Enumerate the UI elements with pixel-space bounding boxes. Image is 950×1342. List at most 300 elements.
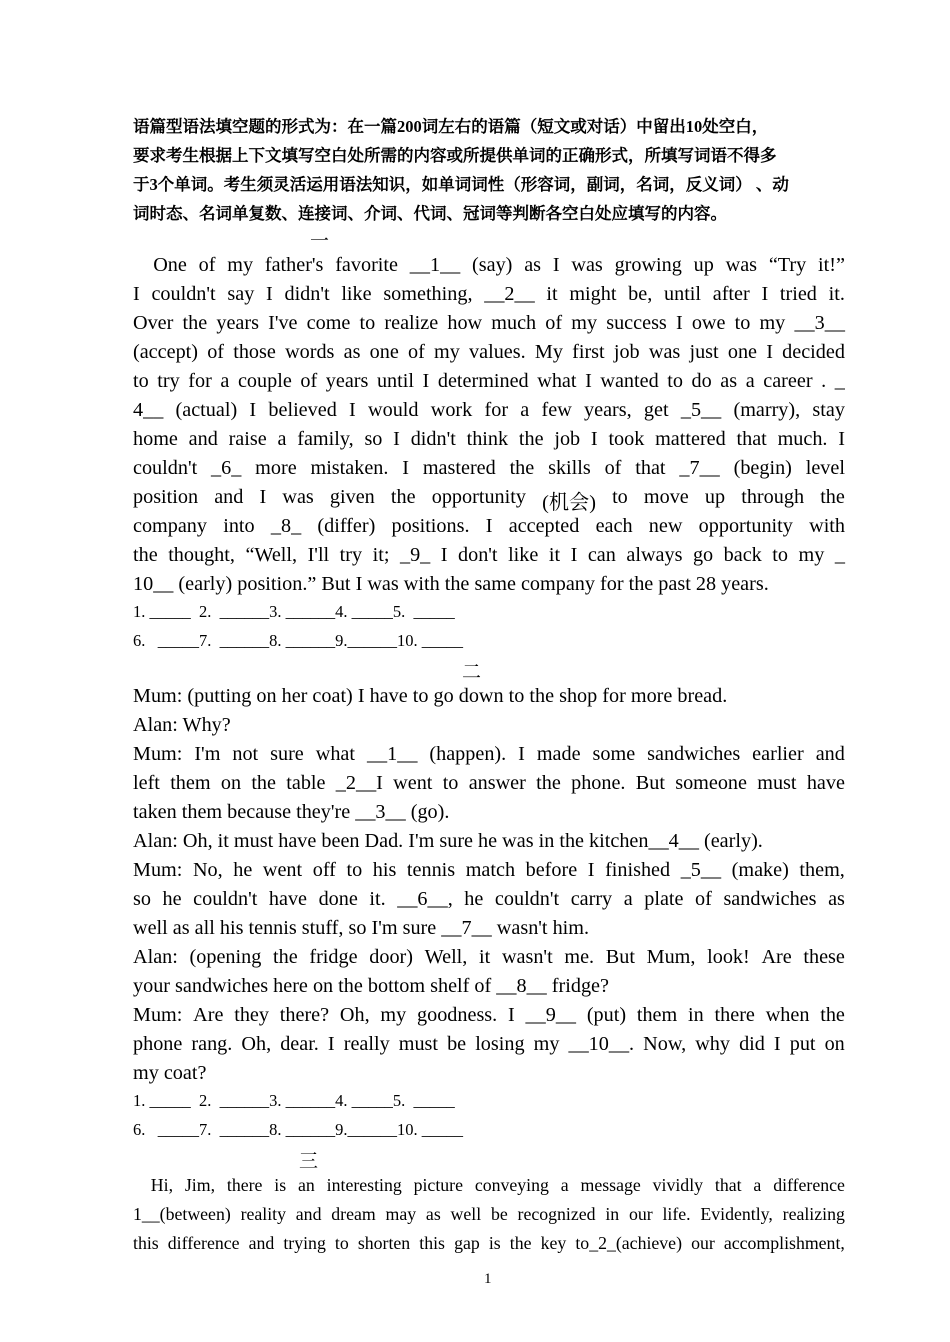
word: put xyxy=(789,1033,816,1055)
word: until xyxy=(376,370,414,392)
word: __3__ xyxy=(794,312,845,334)
answer-line: 1. _____ 2. ______3. ______4. _____5. _____ xyxy=(133,602,455,621)
word: went xyxy=(393,772,433,794)
word: after xyxy=(712,283,750,305)
word: what xyxy=(315,743,355,765)
word: I'm xyxy=(194,743,221,765)
answer-line: 6. _____7. ______8. ______9.______10. _____ xyxy=(133,631,463,650)
word: and xyxy=(214,486,244,508)
word: the xyxy=(509,1233,532,1253)
word: my xyxy=(380,1004,407,1026)
word: like xyxy=(341,283,372,305)
word: I xyxy=(508,1004,515,1026)
word: would xyxy=(368,399,419,421)
word: I xyxy=(766,341,773,363)
word: conveying xyxy=(474,1175,549,1195)
word: new xyxy=(648,515,683,537)
word: that xyxy=(736,428,767,450)
word: __1__ xyxy=(409,254,461,276)
word: years xyxy=(325,370,369,392)
section-2-heading: 二 xyxy=(462,662,482,683)
word: I xyxy=(133,283,140,305)
word: through xyxy=(741,486,805,508)
dialogue-line xyxy=(133,946,845,969)
word: skills xyxy=(548,457,591,479)
word: there? xyxy=(279,1004,330,1026)
passage-line xyxy=(133,457,845,480)
word: But xyxy=(635,772,665,794)
word: say xyxy=(227,283,255,305)
word: have xyxy=(806,772,845,794)
word: this xyxy=(419,1233,445,1253)
word: stay xyxy=(812,399,845,421)
word: words xyxy=(285,341,335,363)
answer-line: 6. _____7. ______8. ______9.______10. _____ xyxy=(133,1120,463,1139)
word: for xyxy=(484,399,509,421)
word: didn't xyxy=(284,283,330,305)
instructions-line: 语篇型语法填空题的形式为：在一篇200词左右的语篇（短文或对话）中留出10处空白， xyxy=(133,117,769,136)
word: I xyxy=(585,370,592,392)
word: I xyxy=(590,428,598,450)
word: finished xyxy=(605,859,671,881)
instructions-paragraph xyxy=(133,112,848,228)
word: it xyxy=(546,283,558,305)
word: life. xyxy=(662,1204,691,1224)
word: opportunity xyxy=(431,486,526,508)
word: mattered xyxy=(655,428,726,450)
word: get xyxy=(643,399,669,421)
dialogue-line: Mum: (putting on her coat) I have to go down to the shop for more bread. xyxy=(133,685,728,707)
word: these xyxy=(803,946,845,968)
passage-line xyxy=(133,544,845,567)
word: didn't xyxy=(410,428,456,450)
word: accepted xyxy=(508,515,580,537)
word: Jim, xyxy=(184,1175,216,1195)
word: have xyxy=(268,888,308,910)
word: the xyxy=(518,428,544,450)
word: Oh, xyxy=(241,1033,272,1055)
instructions-line: 于3个单词。考生须灵活运用语法知识，如单词词性（形容词，副词，名词，反义词） 、动 xyxy=(133,175,789,194)
word: Hi, xyxy=(133,1175,174,1195)
word: owe xyxy=(691,312,726,334)
word: realize xyxy=(384,312,439,334)
dialogue-line xyxy=(133,888,845,911)
word: favorite xyxy=(335,254,398,276)
word: a xyxy=(277,428,287,450)
word: company xyxy=(133,515,207,537)
word: a xyxy=(220,370,230,392)
word: my xyxy=(798,544,825,566)
word: be, xyxy=(628,283,653,305)
word: a xyxy=(560,1175,569,1195)
word: and xyxy=(295,1204,322,1224)
word: difference xyxy=(167,1233,240,1253)
word: position xyxy=(133,486,199,508)
word: there xyxy=(714,1004,755,1026)
word: trying xyxy=(283,1233,326,1253)
passage-line xyxy=(133,1175,845,1196)
word: gap xyxy=(454,1233,480,1253)
word: it. xyxy=(369,888,386,910)
word: think xyxy=(466,428,509,450)
word: raise xyxy=(228,428,267,450)
word: (begin) xyxy=(733,457,792,479)
word: “Well, xyxy=(245,544,298,566)
passage-line xyxy=(133,1233,845,1254)
word: dream xyxy=(331,1204,376,1224)
word: a xyxy=(520,399,530,421)
passage-line: 10__ (early) position.” But I was with the same company for the past 28 years. xyxy=(133,573,769,595)
word: why xyxy=(695,1033,730,1055)
word: into xyxy=(223,515,255,537)
instructions-line: 词时态、名词单复数、连接词、介词、代词、冠词等判断各空白处应填写的内容。 xyxy=(133,204,727,223)
word: __9__ xyxy=(525,1004,577,1026)
word: tennis xyxy=(406,859,456,881)
word: mastered xyxy=(422,457,496,479)
word: job xyxy=(554,428,581,450)
word: Mum: xyxy=(133,859,183,881)
word: few xyxy=(541,399,572,421)
word: to xyxy=(734,312,751,334)
word: first xyxy=(572,341,605,363)
word: to xyxy=(442,772,459,794)
word: done xyxy=(318,888,358,910)
word: I xyxy=(587,859,595,881)
word: table xyxy=(286,772,326,794)
word: one xyxy=(727,341,757,363)
word: with xyxy=(809,515,845,537)
word: I xyxy=(259,486,267,508)
word: fridge xyxy=(309,946,358,968)
word: (opening xyxy=(189,946,262,968)
word: in xyxy=(605,1204,620,1224)
word: of xyxy=(408,341,425,363)
word: my xyxy=(227,254,254,276)
word: family, xyxy=(297,428,354,450)
word: I xyxy=(393,428,400,450)
word: career xyxy=(763,370,813,392)
word: a xyxy=(623,888,633,910)
word: before xyxy=(525,859,578,881)
word: to xyxy=(359,312,376,334)
word: earlier xyxy=(752,743,804,765)
word: must xyxy=(757,772,797,794)
word: Now, xyxy=(643,1033,687,1055)
word: back xyxy=(723,544,762,566)
word: plate xyxy=(644,888,684,910)
word: _2__I xyxy=(335,772,383,794)
word: I xyxy=(518,743,525,765)
word: _ xyxy=(834,370,845,392)
word: couldn't xyxy=(151,283,216,305)
word: (actual) xyxy=(175,399,238,421)
passage-line xyxy=(133,341,845,364)
word: __10__. xyxy=(568,1033,635,1055)
word: I xyxy=(773,1033,781,1055)
word: to_2_(achieve) xyxy=(575,1233,682,1253)
word: phone. xyxy=(571,772,626,794)
dialogue-line xyxy=(133,772,845,795)
word: always xyxy=(626,544,683,566)
word: sure xyxy=(270,743,304,765)
word: accomplishment, xyxy=(723,1233,845,1253)
word: to xyxy=(667,370,683,392)
page-number: 1 xyxy=(484,1271,492,1287)
word: that xyxy=(635,457,666,479)
word: went xyxy=(262,859,303,881)
word: might xyxy=(569,283,617,305)
word: it!” xyxy=(818,254,845,276)
word: so xyxy=(133,888,151,910)
word: he xyxy=(162,888,182,910)
dialogue-line: well as all his tennis stuff, so I'm sure __7__ wasn't him. xyxy=(133,917,590,939)
word: some xyxy=(592,743,636,765)
word: couple xyxy=(237,370,292,392)
word: the xyxy=(509,457,535,479)
word: wanted xyxy=(600,370,659,392)
word: to xyxy=(772,544,788,566)
word: couldn't xyxy=(193,888,258,910)
word: “Try xyxy=(768,254,807,276)
word: values. xyxy=(469,341,526,363)
word: his xyxy=(372,859,397,881)
word: couldn't xyxy=(133,457,198,479)
word: _5__ xyxy=(680,859,722,881)
word: dear. xyxy=(280,1033,319,1055)
word: the xyxy=(251,772,276,794)
word: I xyxy=(570,544,578,566)
word: this xyxy=(133,1233,159,1253)
word: like xyxy=(508,544,539,566)
word: go xyxy=(692,544,714,566)
word: made xyxy=(536,743,581,765)
word: a xyxy=(745,370,755,392)
word: be xyxy=(447,1033,467,1055)
word: our xyxy=(691,1233,715,1253)
word: carry xyxy=(570,888,613,910)
word: up xyxy=(704,486,726,508)
dialogue-line xyxy=(133,1004,845,1027)
word: of xyxy=(545,312,563,334)
word: I xyxy=(249,399,257,421)
word: be xyxy=(490,1204,508,1224)
word: to xyxy=(346,859,363,881)
word: I xyxy=(761,283,769,305)
word: to xyxy=(133,370,149,392)
passage-line xyxy=(133,428,845,451)
word: one xyxy=(369,341,399,363)
word: One xyxy=(133,254,187,276)
word: tried xyxy=(779,283,817,305)
word: left xyxy=(133,772,160,794)
word: __1__ xyxy=(366,743,418,765)
word: _7__ xyxy=(679,457,720,479)
word: it. xyxy=(828,283,845,305)
dialogue-line: Alan: Why? xyxy=(133,714,231,736)
section-3-heading: 三 xyxy=(299,1151,319,1172)
word: phone xyxy=(133,1033,183,1055)
word: goodness. xyxy=(417,1004,498,1026)
word: don't xyxy=(458,544,498,566)
word: I xyxy=(402,457,410,479)
word: my xyxy=(533,1033,560,1055)
word: couldn't xyxy=(494,888,560,910)
word: I'll xyxy=(307,544,330,566)
word: Mum: xyxy=(133,1004,183,1026)
word: really xyxy=(343,1033,390,1055)
word: answer xyxy=(468,772,526,794)
word: something, xyxy=(383,283,473,305)
word: rang. xyxy=(191,1033,233,1055)
word: . xyxy=(821,370,827,392)
word: when xyxy=(765,1004,810,1026)
word: was xyxy=(725,254,758,276)
word: of xyxy=(198,254,216,276)
word: shorten xyxy=(357,1233,411,1253)
word: move xyxy=(643,486,689,508)
word: Are xyxy=(761,946,792,968)
word: But xyxy=(605,946,635,968)
word: I xyxy=(675,312,683,334)
word: off xyxy=(312,859,336,881)
word: me. xyxy=(564,946,595,968)
passage-line xyxy=(133,370,845,393)
word: is xyxy=(488,1233,501,1253)
word: the xyxy=(820,1004,845,1026)
word: recognized xyxy=(517,1204,596,1224)
dialogue-line: taken them because they're __3__ (go). xyxy=(133,801,450,823)
word: of xyxy=(604,457,622,479)
word: those xyxy=(233,341,276,363)
word: more xyxy=(255,457,297,479)
word: message xyxy=(580,1175,641,1195)
word: try xyxy=(157,370,180,392)
passage-line xyxy=(133,283,845,306)
dialogue-line xyxy=(133,743,845,766)
word: of xyxy=(300,370,318,392)
word: is xyxy=(274,1175,287,1195)
passage-line xyxy=(133,312,845,335)
word: and xyxy=(188,428,218,450)
word: as xyxy=(425,1204,441,1224)
word: determined xyxy=(437,370,529,392)
word: positions. xyxy=(391,515,470,537)
word: 4__ xyxy=(133,399,164,421)
word: I xyxy=(327,1033,335,1055)
word: Alan: xyxy=(133,946,178,968)
word: losing xyxy=(475,1033,525,1055)
word: (make) xyxy=(731,859,789,881)
passage-line xyxy=(133,515,845,538)
word: I xyxy=(266,283,273,305)
word: My xyxy=(534,341,563,363)
word: of xyxy=(695,888,712,910)
word: may xyxy=(385,1204,417,1224)
word: job xyxy=(613,341,640,363)
word: was xyxy=(571,254,603,276)
word: the xyxy=(133,544,158,566)
word: took xyxy=(608,428,645,450)
word: on xyxy=(824,1033,845,1055)
word: work xyxy=(430,399,473,421)
word: they xyxy=(234,1004,269,1026)
word: my xyxy=(759,312,786,334)
word: try xyxy=(339,544,363,566)
word: __6__, xyxy=(397,888,453,910)
word: to xyxy=(612,486,628,508)
word: believed xyxy=(268,399,337,421)
word: did xyxy=(739,1033,765,1055)
word: _9_ xyxy=(399,544,431,566)
word: thought, xyxy=(168,544,235,566)
word: there xyxy=(226,1175,263,1195)
word: (differ) xyxy=(317,515,376,537)
word: the xyxy=(390,486,416,508)
word: the xyxy=(820,486,845,508)
word: (say) xyxy=(472,254,513,276)
word: them xyxy=(170,772,211,794)
word: can xyxy=(587,544,616,566)
word: difference xyxy=(773,1175,845,1195)
word: and xyxy=(815,743,845,765)
word: _6_ xyxy=(211,457,242,479)
word: I xyxy=(422,370,430,392)
word: picture xyxy=(413,1175,463,1195)
word: much. xyxy=(777,428,828,450)
word: not xyxy=(232,743,259,765)
word: each xyxy=(595,515,633,537)
word: of xyxy=(207,341,225,363)
word: level xyxy=(805,457,845,479)
word: match xyxy=(465,859,516,881)
word: Are xyxy=(193,1004,224,1026)
word: as xyxy=(720,370,738,392)
word: (机会) xyxy=(542,492,596,514)
word: was xyxy=(648,341,681,363)
word: my xyxy=(434,341,460,363)
passage-line xyxy=(133,399,845,422)
word: Mum: xyxy=(133,743,183,765)
word: to xyxy=(334,1233,349,1253)
dialogue-line xyxy=(133,1033,845,1056)
word: I xyxy=(552,254,560,276)
word: (happen). xyxy=(429,743,507,765)
word: what xyxy=(537,370,577,392)
word: (marry), xyxy=(733,399,801,421)
word: so xyxy=(364,428,383,450)
word: our xyxy=(628,1204,653,1224)
word: vividly xyxy=(652,1175,704,1195)
word: Oh, xyxy=(339,1004,370,1026)
word: wasn't xyxy=(501,946,553,968)
word: come xyxy=(306,312,351,334)
word: the xyxy=(182,312,208,334)
word: was xyxy=(282,486,314,508)
word: do xyxy=(691,370,712,392)
word: years xyxy=(216,312,259,334)
instructions-line: 要求考生根据上下文填写空白处所需的内容或所提供单词的正确形式，所填写词语不得多 xyxy=(133,146,777,165)
word: (accept) xyxy=(133,341,198,363)
word: it xyxy=(479,946,491,968)
passage-line xyxy=(133,254,845,277)
word: up xyxy=(693,254,714,276)
word: success xyxy=(606,312,667,334)
passage-line xyxy=(133,1204,845,1225)
word: _ xyxy=(834,544,845,566)
word: Over xyxy=(133,312,174,334)
word: Evidently, xyxy=(700,1204,773,1224)
word: Mum, xyxy=(646,946,696,968)
